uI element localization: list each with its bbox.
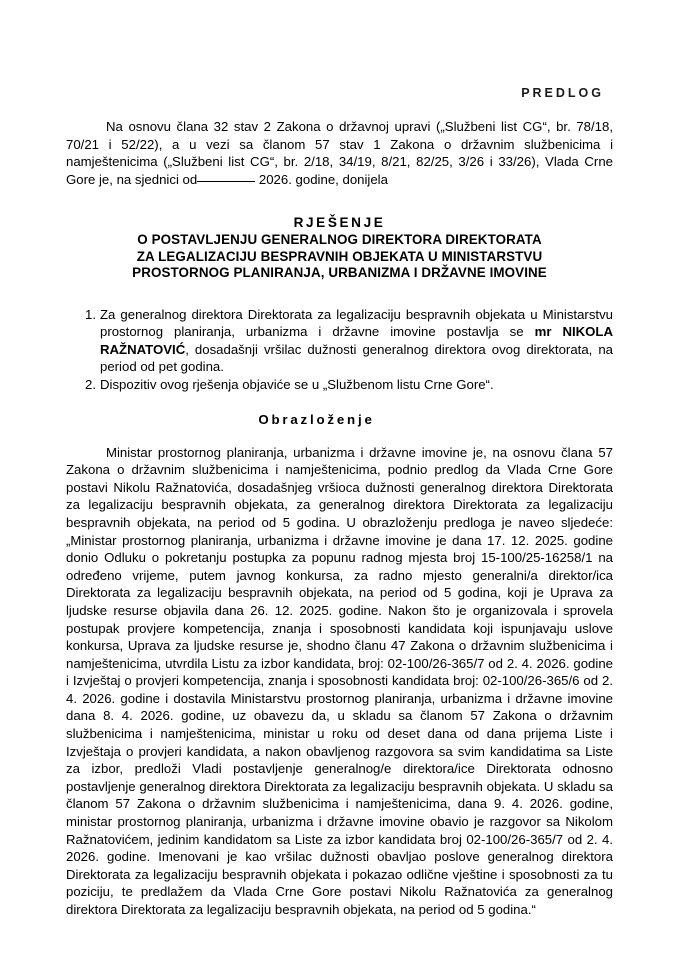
explanation-paragraph: Ministar prostornog planiranja, urbanizma i državne imovine je, na osnovu člana 57 Zakona o državnim službenicima i namještenicima, podnio predlog da Vlada Crne Gore postavi Nikolu Ražnatovića, dosadašnjeg vršioca dužnosti generalnog direktora Direktorata za legalizaciju bespravnih objekata, za generalnog direktora Direktorata za legalizaciju bespravnih objekata, na period od 5 godina. U obrazloženju predloga je naveo sljedeće: „Ministar prostornog planiranja, urbanizma i državne imovine je dana 17. 12. 2025. godine donio Odluku o pokretanju postupka za popunu radnog mjesta broj 15-100/25-16258/1 na određeno vrijeme, putem javnog konkursa, za radno mjesto generalni/a direktor/ica Direktorata za legalizaciju bespravnih objekata, na period od 5 godina, koji je Uprava za ljudske resurse objavila dana 26. 12. 2025. godine. Nakon što je organizovala i sprovela postupak provjere kompetencija, znanja i sposobnosti kandidata koji ispunjavaju uslove konkursa, Uprava za ljudske resurse je, shodno članu 47 Zakona o državnim službenicima i namještenicima, utvrdila Listu za izbor kandidata, broj: 02-100/26-365/7 od 2. 4. 2026. godine i Izvještaj o provjeri kompetencija, znanja i sposobnosti kandidata broj: 02-100/26-365/6 od 2. 4. 2026. godine i dostavila Ministarstvu prostornog planiranja, urbanizma i državne imovine dana 8. 4. 2026. godine, uz obavezu da, u skladu sa članom 57 Zakona o državnim službenicima i namještenicima, ministar u roku od deset dana od dana prijema Liste i Izvještaja o provjeri kandidata, a nakon obavljenog razgovora sa svim kandidatima sa Liste za izbor, predloži Vladi postavljenje generalnog/e direktora/ice Direktorata odnosno postavljenje generalnog direktora Direktorata za legalizaciju bespravnih objekata. U skladu sa članom 57 Zakona o državnim službenicima i namještenicima, dana 9. 4. 2026. godine, ministar prostornog planiranja, urbanizma i državne imovine obavio je razgovor sa Nikolom Ražnatovićem, jedinim kandidatom sa Liste za izbor kandidata broj 02-100/26-365/7 od 2. 4. 2026. godine. Imenovani je kao vršilac dužnosti obavljao poslove generalnog direktora Direktorata za legalizaciju bespravnih objekata i pokazao odlične vještine i sposobnosti za tu poziciju, te predlažem da Vlada Crne Gore postavi Nikolu Ražnatovića za generalnog direktora Direktorata za legalizaciju bespravnih objekata, na period od 5 godina.“ bbox=[66, 444, 613, 917]
decision-item-2-text: Dispozitiv ovog rješenja objaviće se u „Službenom listu Crne Gore“. bbox=[100, 376, 494, 392]
decision-item-1-text-before: Za generalnog direktora Direktorata za legalizaciju bespravnih objekata u Ministarstvu prostornog planiranja, urbanizma i državne imovine postavlja se bbox=[100, 306, 613, 340]
decision-item-2 bbox=[100, 376, 613, 394]
document-title-heading: RJEŠENJE bbox=[293, 215, 386, 231]
document-content bbox=[66, 0, 613, 919]
document-subtitle-line-1: O POSTAVLJENJU GENERALNOG DIREKTORA DIREKTORATA bbox=[137, 232, 542, 248]
predlog-header-row bbox=[66, 0, 613, 102]
decision-item-1-text-after: , dosadašnji vršilac dužnosti generalnog direktora ovog direktorata, na period od pet godina. bbox=[100, 341, 613, 375]
decision-list bbox=[66, 306, 613, 394]
decision-item-1 bbox=[100, 306, 613, 376]
predlog-label: PREDLOG bbox=[521, 86, 604, 100]
document-subtitle-line-3: PROSTORNOG PLANIRANJA, URBANIZMA I DRŽAVNE IMOVINE bbox=[132, 265, 547, 281]
decision-item-1-title-mr: mr bbox=[534, 324, 552, 340]
document-subtitle-line-2: ZA LEGALIZACIJU BESPRAVNIH OBJEKATA U MINISTARSTVU bbox=[136, 248, 543, 264]
explanation-heading-row bbox=[66, 411, 613, 429]
decision-item-1-appointee-name: NIKOLA RAŽNATOVIĆ bbox=[100, 324, 613, 357]
legal-basis-text-part2: 2026. godine, donijela bbox=[258, 171, 388, 187]
explanation-heading: Obrazloženje bbox=[258, 411, 375, 427]
legal-basis-paragraph bbox=[66, 118, 613, 188]
document-title-block bbox=[66, 214, 613, 281]
date-blank-field[interactable] bbox=[197, 181, 255, 182]
legal-basis-text-part1: Na osnovu člana 32 stav 2 Zakona o državnoj upravi („Službeni list CG“, br. 78/18, 70/21 i 52/22), a u vezi sa članom 57 stav 1 Zakona o državnim službenicima i namještenicima („Službeni list CG“, br. 2/18, 34/19, 8/21, 82/25, 3/26 i 33/26), Vlada Crne Gore je, na sjednici od bbox=[66, 119, 613, 187]
